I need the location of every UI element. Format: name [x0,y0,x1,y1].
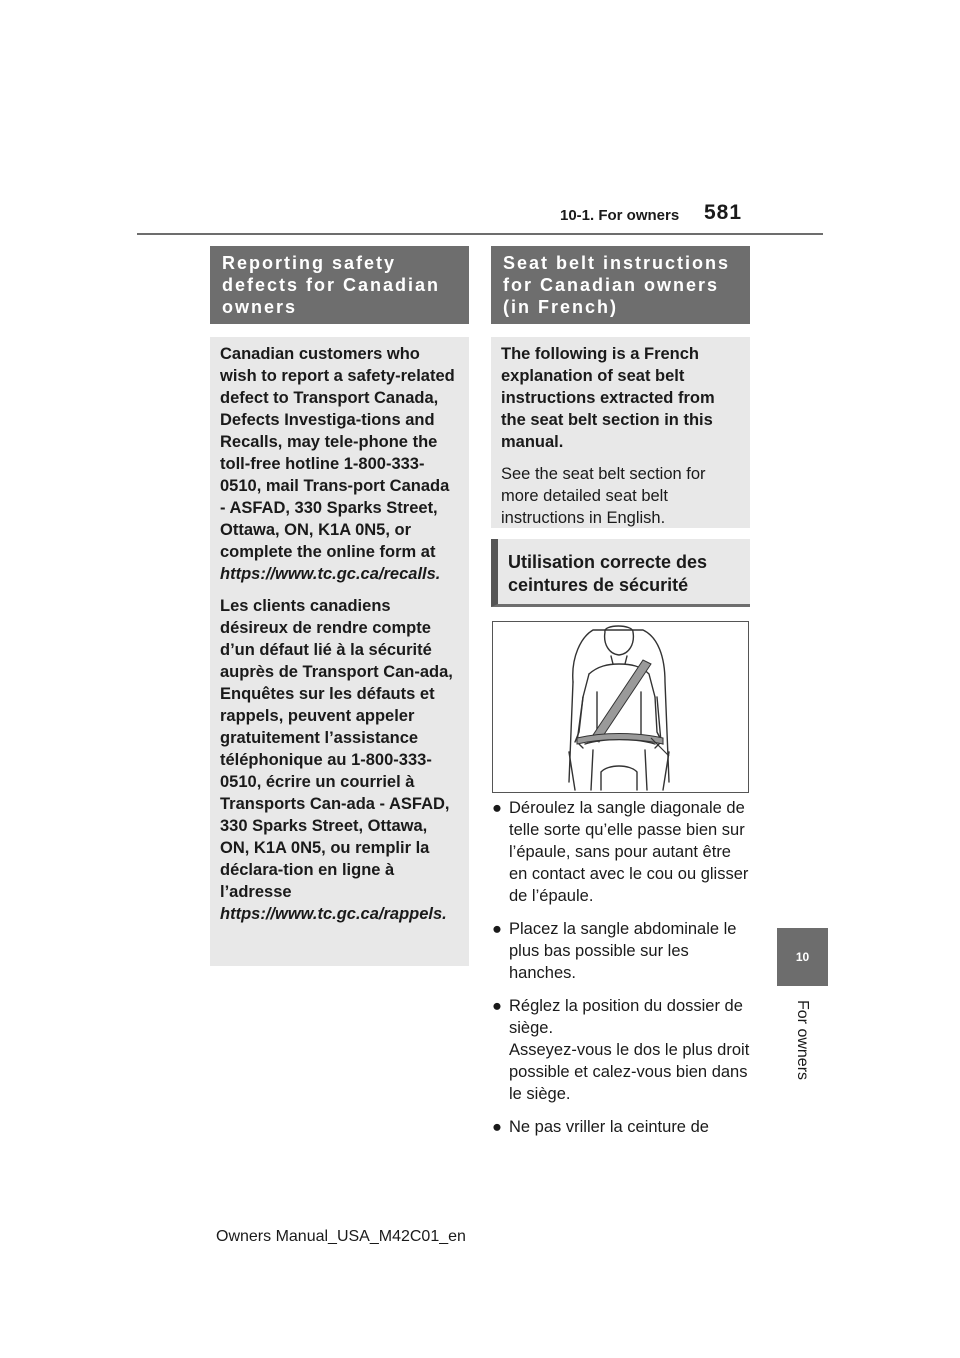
section-title: 10-1. For owners [560,207,680,224]
rappels-link[interactable]: https://www.tc.gc.ca/rappels. [220,905,447,923]
list-item-text: Réglez la position du dossier de siège. Asseyez-vous le dos le plus droit possible et calez-vous bien dans le siège. [509,997,750,1103]
list-item-text: Placez la sangle abdominale le plus bas possible sur les hanches. [509,920,737,982]
left-info-box [210,337,469,966]
list-item [491,797,753,907]
right-section-heading: Seat belt instructions for Canadian owners (in French) [491,246,750,324]
seatbelt-illustration [492,621,749,793]
list-item-text: Déroulez la sangle diagonale de telle sorte qu’elle passe bien sur l’épaule, sans pour autant être en contact avec le cou ou glisser de l’épaule. [509,799,749,905]
header-rule [137,233,823,235]
english-text: Canadian customers who wish to report a safety-related defect to Transport Canada, Defects Investiga-tions and Recalls, may tele-phone the toll-free hotline 1-800-333-0510, mail Trans-port Canada - ASFAD, 330 Sparks Street, Ottawa, ON, K1A 0N5, or complete the online form at [220,345,455,561]
intro-note: See the seat belt section for more detailed seat belt instructions in English. [501,465,706,527]
intro-bold: The following is a French explanation of seat belt instructions extracted from the seat belt section in this manual. [501,345,715,451]
french-text: Les clients canadiens désireux de rendre compte d’un défaut lié à la sécurité auprès de Transport Can-ada, Enquêtes sur les défauts et rappels, peuvent appeler gratuitement l’assistance téléphonique au 1-800-333-0510, écrire un courriel à Transports Can-ada - ASFAD, 330 Sparks Street, Ottawa, ON, K1A 0N5, ou remplir la déclara-tion en ligne à l’adresse [220,597,453,901]
left-section-heading: Reporting safety defects for Canadian owners [210,246,469,324]
bullet-icon: ● [492,1118,502,1136]
footer-text: Owners Manual_USA_M42C01_en [216,1228,466,1245]
right-info-box [491,337,750,528]
page-number: 581 [704,201,743,224]
chapter-tab-label: For owners [794,1000,811,1081]
subheading: Utilisation correcte des ceintures de sécurité [491,539,750,607]
recalls-link[interactable]: https://www.tc.gc.ca/recalls. [220,565,441,583]
list-item-text: Ne pas vriller la ceinture de [509,1118,709,1136]
instruction-list [491,797,753,1149]
french-paragraph [220,595,459,925]
english-paragraph [220,343,459,585]
bullet-icon: ● [492,997,502,1015]
list-item [491,995,753,1105]
list-item [491,1116,753,1138]
seated-person-icon [493,622,748,792]
chapter-tab[interactable]: 10 [777,928,828,986]
bullet-icon: ● [492,799,502,817]
bullet-icon: ● [492,920,502,938]
list-item [491,918,753,984]
